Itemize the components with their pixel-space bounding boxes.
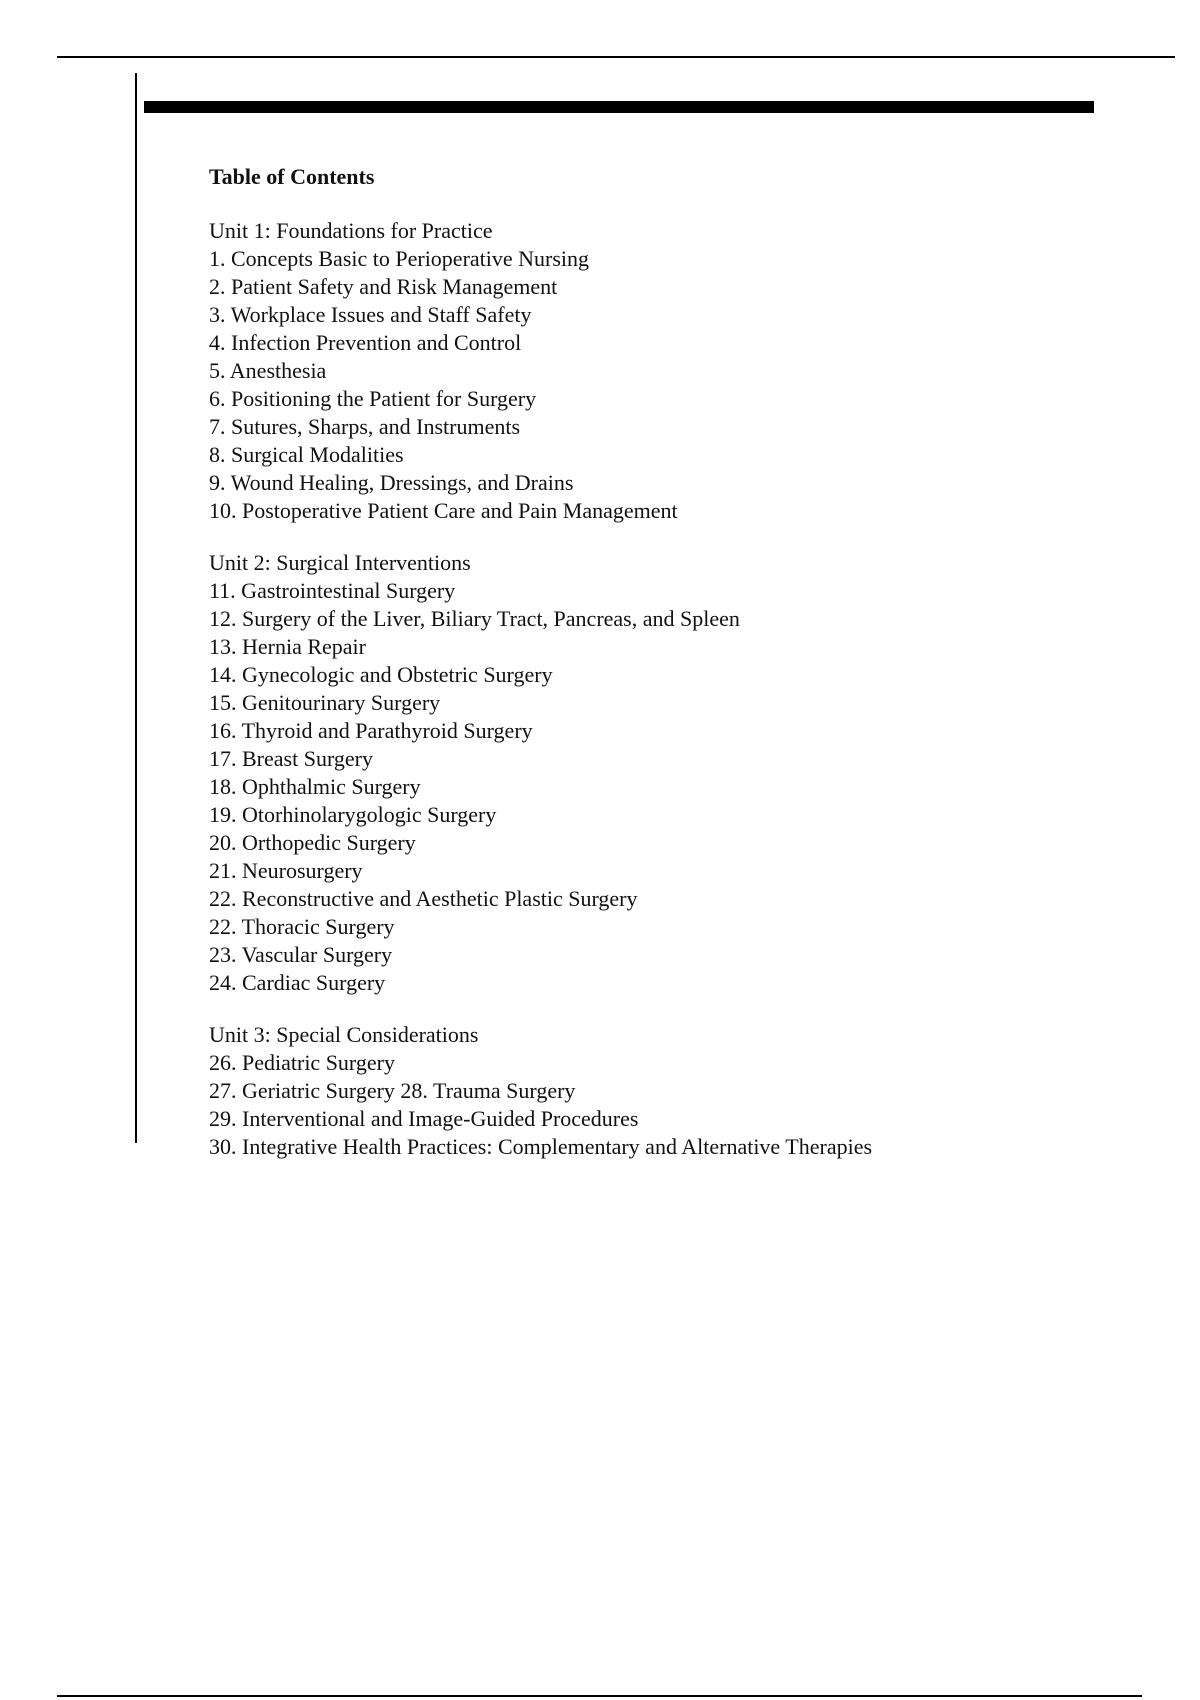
unit-3 — [209, 1021, 1169, 1161]
unit-title: Unit 1: Foundations for Practice — [209, 218, 493, 243]
left-margin-bar — [135, 73, 137, 1143]
chapter-line: 29. Interventional and Image-Guided Procedures — [209, 1106, 639, 1131]
unit-chapter-list — [209, 577, 1169, 997]
chapter-line: 21. Neurosurgery — [209, 858, 363, 883]
unit-chapter-list — [209, 1049, 1169, 1161]
table-of-contents — [209, 160, 1169, 1185]
chapter-line: 4. Infection Prevention and Control — [209, 330, 522, 355]
chapter-line: 11. Gastrointestinal Surgery — [209, 578, 456, 603]
chapter-line: 8. Surgical Modalities — [209, 442, 404, 467]
chapter-line: 12. Surgery of the Liver, Biliary Tract, Pancreas, and Spleen — [209, 606, 740, 631]
header-bar — [144, 101, 1094, 113]
chapter-line: 9. Wound Healing, Dressings, and Drains — [209, 470, 574, 495]
chapter-line: 5. Anesthesia — [209, 358, 327, 383]
chapter-line: 7. Sutures, Sharps, and Instruments — [209, 414, 521, 439]
unit-1 — [209, 217, 1169, 525]
chapter-line: 13. Hernia Repair — [209, 634, 366, 659]
unit-title: Unit 2: Surgical Interventions — [209, 550, 471, 575]
chapter-line: 18. Ophthalmic Surgery — [209, 774, 421, 799]
chapter-line: 14. Gynecologic and Obstetric Surgery — [209, 662, 553, 687]
chapter-line: 16. Thyroid and Parathyroid Surgery — [209, 718, 533, 743]
chapter-line: 22. Thoracic Surgery — [209, 914, 395, 939]
chapter-line: 10. Postoperative Patient Care and Pain Management — [209, 498, 678, 523]
chapter-line: 20. Orthopedic Surgery — [209, 830, 416, 855]
chapter-line: 1. Concepts Basic to Perioperative Nursing — [209, 246, 590, 271]
chapter-line: 19. Otorhinolarygologic Surgery — [209, 802, 497, 827]
top-rule — [57, 56, 1175, 58]
chapter-line: 3. Workplace Issues and Staff Safety — [209, 302, 532, 327]
chapter-line: 15. Genitourinary Surgery — [209, 690, 441, 715]
chapter-line: 30. Integrative Health Practices: Complementary and Alternative Therapies — [209, 1134, 873, 1159]
chapter-line: 6. Positioning the Patient for Surgery — [209, 386, 537, 411]
chapter-line: 24. Cardiac Surgery — [209, 970, 386, 995]
chapter-line: 17. Breast Surgery — [209, 746, 373, 771]
bottom-rule — [57, 1695, 1142, 1697]
unit-title: Unit 3: Special Considerations — [209, 1022, 479, 1047]
chapter-line: 2. Patient Safety and Risk Management — [209, 274, 558, 299]
toc-title: Table of Contents — [209, 164, 375, 189]
unit-chapter-list — [209, 245, 1169, 525]
unit-2 — [209, 549, 1169, 997]
chapter-line: 23. Vascular Surgery — [209, 942, 393, 967]
chapter-line: 27. Geriatric Surgery 28. Trauma Surgery — [209, 1078, 576, 1103]
chapter-line: 22. Reconstructive and Aesthetic Plastic Surgery — [209, 886, 638, 911]
chapter-line: 26. Pediatric Surgery — [209, 1050, 395, 1075]
